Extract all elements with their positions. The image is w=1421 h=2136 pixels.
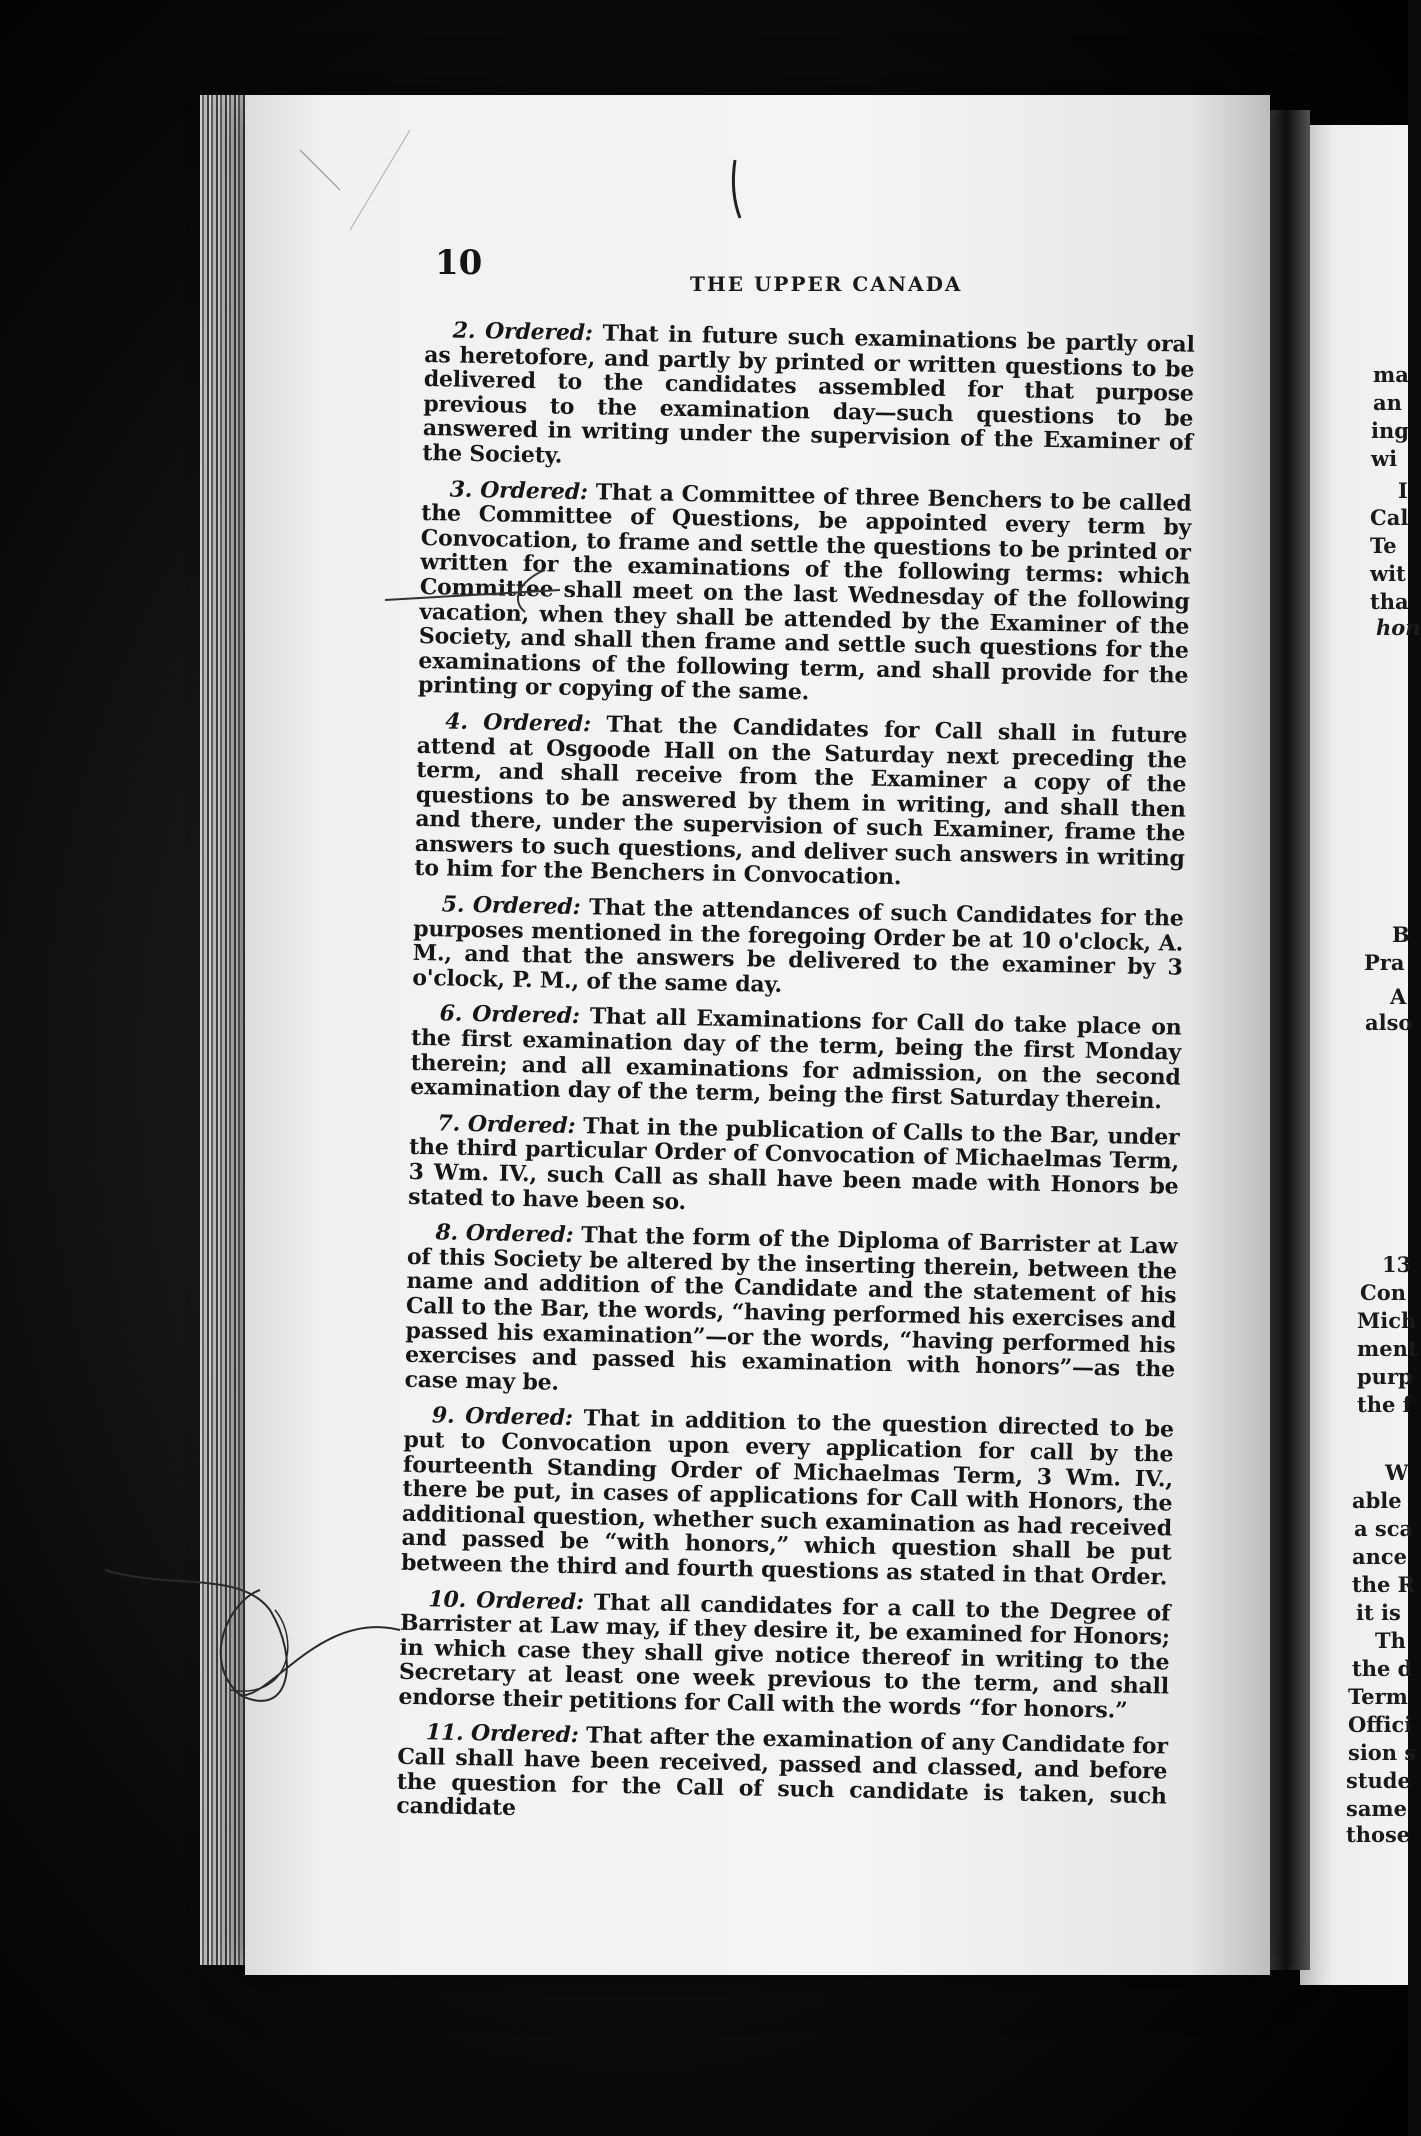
order-label: 10. Ordered: [428, 1585, 585, 1615]
facing-fragment: Th [1375, 1628, 1406, 1653]
facing-fragment: W [1385, 1460, 1409, 1485]
order-paragraph-3 [418, 477, 1192, 713]
order-label: 3. Ordered: [449, 476, 589, 505]
facing-fragment: stude [1346, 1768, 1411, 1793]
facing-fragment: Mich [1357, 1308, 1417, 1333]
facing-fragment: able [1352, 1488, 1402, 1513]
facing-fragment: wit [1370, 561, 1406, 586]
order-paragraph-2 [422, 318, 1195, 480]
facing-fragment: purp [1357, 1364, 1413, 1389]
order-label: 9. Ordered: [431, 1402, 574, 1432]
order-paragraph-6 [410, 1001, 1182, 1114]
facing-fragment: the d [1352, 1656, 1413, 1681]
facing-fragment: 13 [1382, 1252, 1412, 1277]
facing-fragment: ment [1357, 1336, 1418, 1361]
order-text: That the attendances of such Candidates for the purposes mentioned in the foregoing Order be at 10 o'clock, A. M., and that the answers be delivered to the examiner by 3 o'clock, P. M., of the same day. [412, 894, 1184, 998]
order-paragraph-9 [401, 1403, 1174, 1590]
order-label: 11. Ordered: [425, 1719, 579, 1749]
order-text: That the Candidates for Call shall in future attend at Osgoode Hall on the Saturday next preceding the term, and shall receive from the Examiner a copy of the questions to be answered by them in writing, and shall then and there, under the supervision of such Examiner, frame the answers to such questions, and deliver such answers in writing to him for the Benchers in Convocation. [414, 711, 1188, 891]
facing-fragment: B [1392, 922, 1410, 947]
order-text: That all candidates for a call to the Degree of Barrister at Law may, if they desire it, be examined for Honors; in which case they shall give notice thereof in writing to the Secretary at least one week previous to the term, and shall endorse their petitions for Call with the words “for honors.” [398, 1588, 1171, 1724]
order-label: 5. Ordered: [441, 891, 581, 921]
facing-fragment: also [1365, 1010, 1413, 1035]
facing-fragment: Cal [1370, 505, 1409, 530]
order-paragraph-8 [404, 1220, 1177, 1407]
facing-fragment: sion s [1348, 1740, 1417, 1765]
order-label: 2. Ordered: [452, 317, 593, 347]
order-label: 6. Ordered: [439, 1000, 581, 1030]
facing-fragment: same [1346, 1796, 1408, 1821]
facing-fragment: an [1373, 390, 1402, 415]
facing-fragment: ma [1373, 362, 1409, 387]
facing-fragment: Con [1360, 1280, 1406, 1305]
facing-fragment: ing [1371, 418, 1409, 443]
facing-fragment: the R [1352, 1572, 1416, 1597]
order-label: 8. Ordered: [435, 1219, 574, 1249]
order-text: That in the publication of Calls to the Bar, under the third particular Order of Convocation of Michaelmas Term, 3 Wm. IV., such Call as shall have been made with Honors be stated to have been so. [407, 1112, 1180, 1215]
facing-fragment: tha [1370, 589, 1409, 614]
page-text [396, 318, 1195, 1844]
running-head: THE UPPER CANADA [690, 272, 963, 296]
facing-fragment: Pra [1364, 950, 1405, 975]
order-text: That a Committee of three Benchers to be called the Committee of Questions, be appointed every term by Convocation, to frame and settle the questions to be printed or written for the examinations of the following terms: which Committee shall meet on the last Wednesday of the following vacation, when they shall be attended by the Examiner of the Society, and shall then frame and settle such questions for the examinations of the following term, and shall provide for the printing or copying of the same. [417, 478, 1192, 706]
order-paragraph-4 [414, 709, 1187, 896]
order-paragraph-10 [398, 1586, 1170, 1724]
order-paragraph-11 [396, 1720, 1168, 1833]
order-paragraph-5 [412, 892, 1184, 1005]
facing-fragment: hon [1376, 615, 1421, 640]
facing-fragment: A [1390, 984, 1407, 1009]
facing-fragment: Offici [1348, 1712, 1413, 1737]
facing-fragment: I [1398, 478, 1408, 503]
facing-fragment: a sca [1354, 1516, 1414, 1541]
facing-fragment: Te [1370, 533, 1397, 558]
order-text: That all Examinations for Call do take place on the first examination day of the term, being the first Monday therein; and all examinations for admission, on the second examination day of the term, being the first Saturday therein. [409, 1003, 1182, 1115]
facing-fragment: it is [1356, 1600, 1401, 1625]
order-text: That after the examination of any Candidate for Call shall have been received, passed and classed, and before the question for the Call of such candidate is taken, such candidate [396, 1722, 1168, 1822]
order-label: 4. Ordered: [445, 708, 592, 738]
order-text: That the form of the Diploma of Barrister at Law of this Society be altered by the inserting therein, between the name and addition of the Candidate and the statement of his Call to the Bar, the words, “having performed his exercises and passed his examination”—or the words, “having performed his exercises and passed his examination with honors”—as the case may be. [404, 1222, 1178, 1396]
book-gutter [1270, 110, 1310, 1970]
facing-fragment: those [1346, 1822, 1411, 1847]
order-label: 7. Ordered: [437, 1110, 576, 1139]
order-text: That in addition to the question directed to be put to Convocation upon every application for call by the fourteenth Standing Order of Michaelmas Term, 3 Wm. IV., there be put, in cases of applications for Call with Honors, the additional question, whether such examination as had received and passed be “with honors,” which question shall be put between the third and fourth questions as stated in that Order. [400, 1405, 1175, 1591]
facing-fragment: ance [1352, 1544, 1408, 1569]
order-paragraph-7 [408, 1111, 1180, 1224]
facing-fragment: Term [1348, 1684, 1408, 1709]
page-number: 10 [435, 243, 483, 283]
facing-fragment: wi [1371, 446, 1398, 471]
order-text: That in future such examinations be partly oral as heretofore, and partly by printed or written questions to be delivered to the candidates assembled for that purpose previous to the examination day—such questions to be answered in writing under the supervision of the Examiner of the Society. [422, 320, 1195, 469]
facing-fragment: the f [1357, 1392, 1412, 1417]
